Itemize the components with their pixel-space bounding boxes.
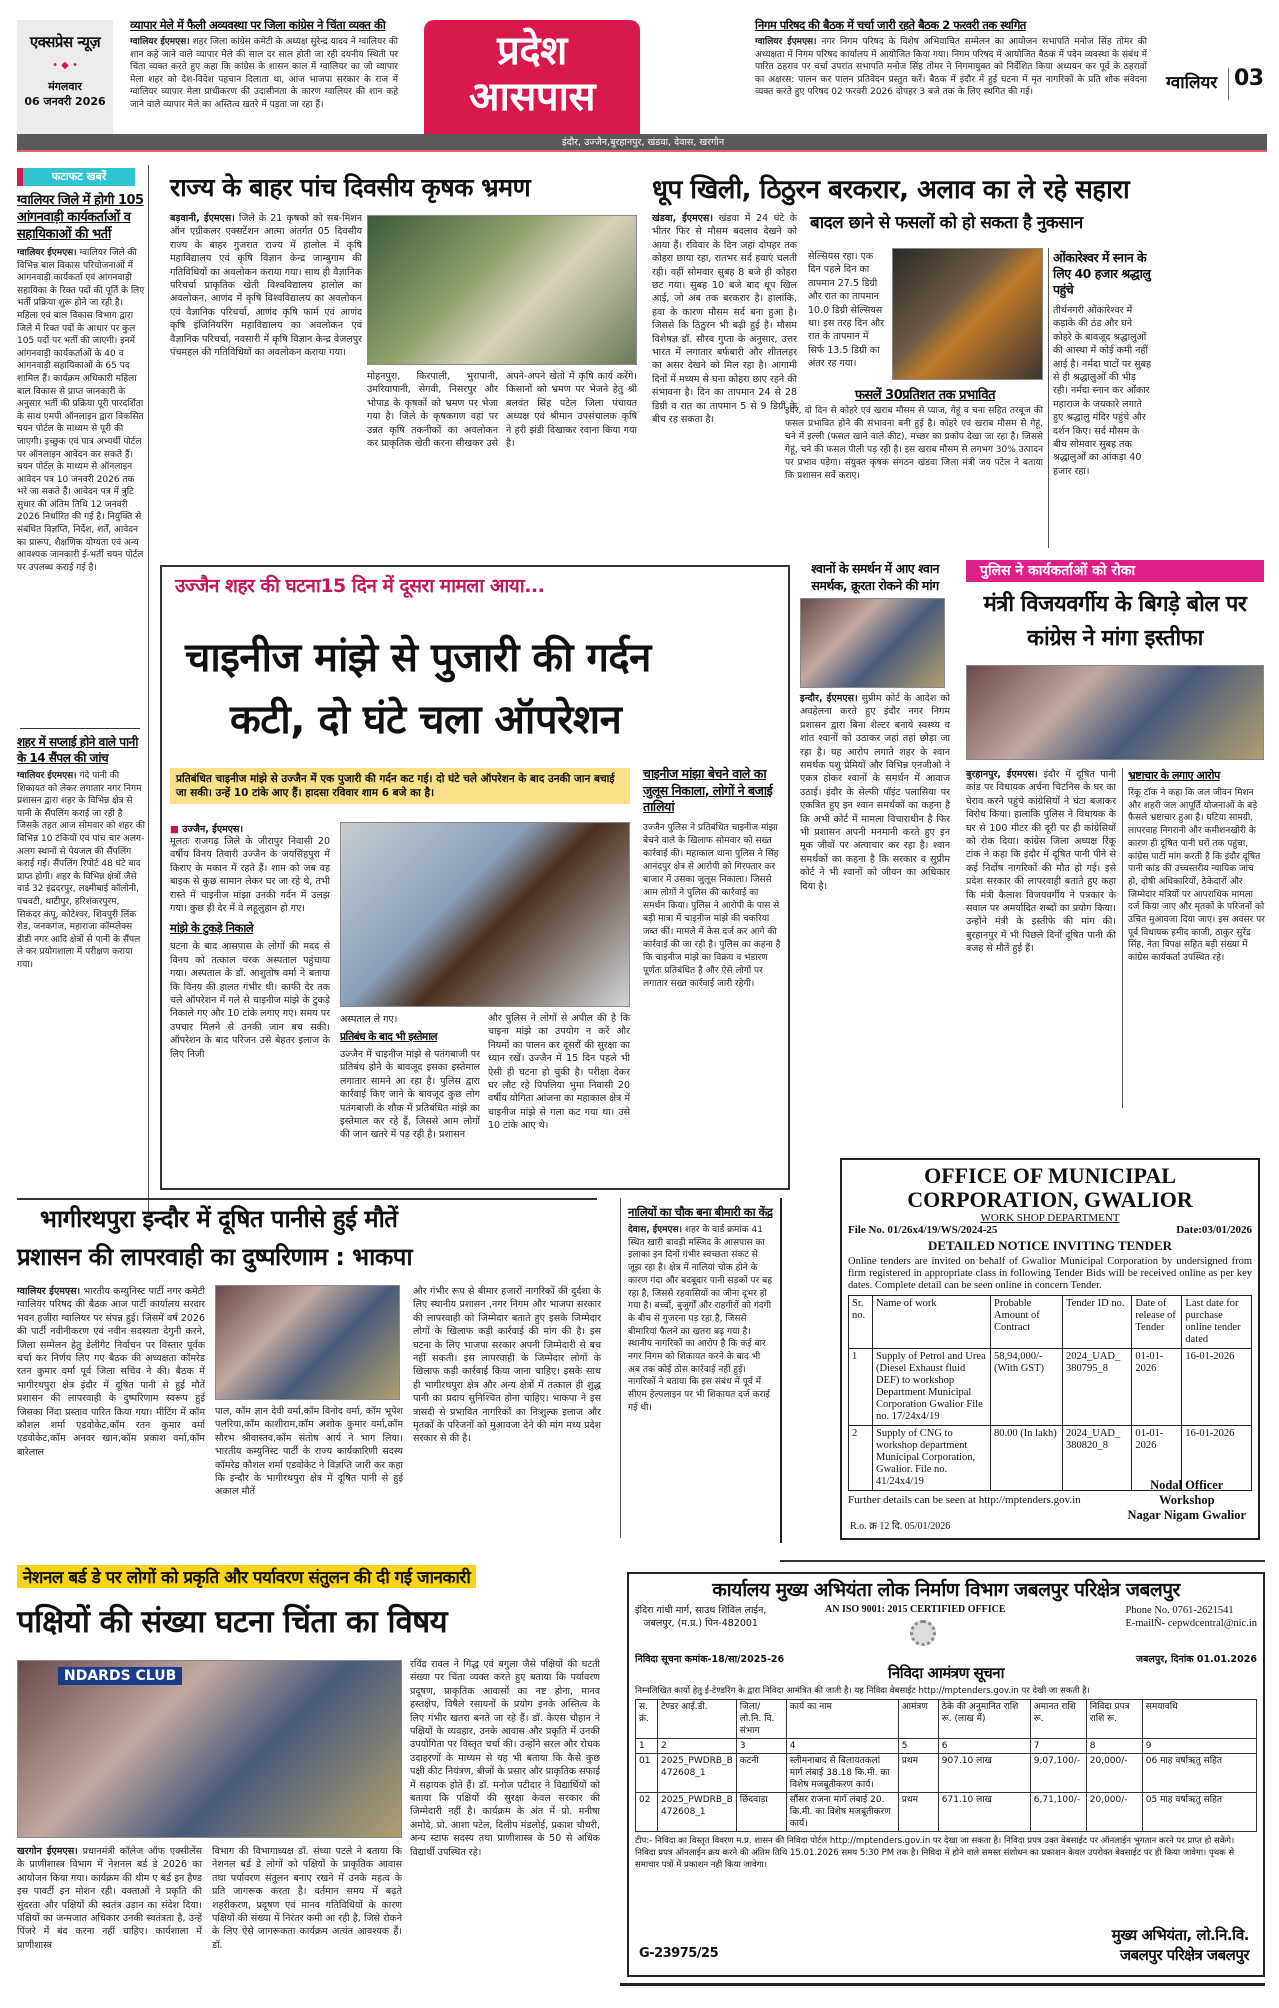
headline: ग्वालियर जिले में होगी 105 आंगनवाड़ी कार्यकर्ताओं व सहायिकाओं की भर्ती bbox=[17, 193, 144, 242]
story-body: गंदे पानी की शिकायत को लेकर लगातार नगर निगम प्रशासन द्वारा शहर के विभिन्न क्षेत्र से पानी के सैंपलिंग कराई जा रही है जिसके तहत आज सोमवार को शहर की विभिन्न 10 टंकियों एवं पांच चार अलग-अलग स्थानों से पेयजल की सैंपलिंग कराई गई। सैंपलिंग रिपोर्ट 48 घंटे बाद प्राप्त होगी। शहर के विभिन्न क्षेत्रों जैसे वार्ड 32 इंद्रदरपुर, लक्ष्मीबाई कॉलोनी, पंचवटी, थाटीपुर, हरिशंकरपुरम, सिकंदर कंपू, कोटेश्वर, शिवपुरी लिंक रोड, जनकगंज, महाराजा कॉम्प्लेक्स डीडी नगर आदि क्षेत्रों से पानी के सैंपल ले कर प्रयोगशाला में परीक्षण कराया गया। bbox=[17, 771, 145, 970]
subheading: मांझे के टुकड़े निकाले bbox=[170, 921, 254, 936]
cell: 2 bbox=[658, 1739, 737, 1754]
email: E-mailÑ- cepwdcentral@nic.in bbox=[1125, 1618, 1257, 1629]
cell: 9,07,100/- bbox=[1030, 1754, 1086, 1793]
story-body: घटना के बाद आसपास के लोगों की मदद से विनय को तत्काल चरक अस्पताल पहुंचाया गया। अस्पताल के डॉ. आशुतोष वर्मा ने बताया कि विनय की हालत गंभीर थी। काफी देर तक चले ऑपरेशन में गले से चाइनीज मांझे के टुकड़े निकाले गए और 10 टांके लगाए गए। समय पर उपचार मिलने से उनकी जान बच सकी। ऑपरेशन के बाद परिजन उसे बेहतर इलाज के लिए निजी bbox=[170, 941, 330, 1060]
column-rule bbox=[148, 165, 149, 1215]
summary-text: प्रतिबंधित चाइनीज मांझे से उज्जैन में एक पुजारी की गर्दन कट गई। दो घंटे चले ऑपरेशन के बाद उनकी जान बचाई जा सकी। उन्हें 10 टांके आए हैं। हादसा रविवार शाम 6 बजे का है। bbox=[176, 773, 615, 799]
tender-title-line2: CORPORATION, GWALIOR bbox=[907, 1187, 1193, 1212]
crop-body: इधर, दो दिन से कोहरे एवं खराब मौसम से प्याज, गेहूं व चना सहित तरबूज की फसल प्रभावित होने की संभावना बनी हुई है। कोहरे एवं खराब मौसम से गेहूं, चने में इल्ली (फसल खाने वाले कीट), मच्छर का प्रकोप देखा जा रहा है। जिससे गेहूं, चने की फसल पीली पड़ रही है। इस खराब मौसम से लगभग 30% उत्पादन पर प्रभाव पड़ेगा। संयुक्त कृषक संगठन खंडवा जिला मंत्री जय पटेल ने बताया कि प्रशासन सर्वे कराए। bbox=[785, 406, 1043, 481]
column-header: समयावधि bbox=[1142, 1700, 1256, 1739]
weather-photo bbox=[892, 248, 1043, 380]
headline: श्वानों के समर्थन में आए श्वान समर्थक, क्रूरता रोकने की मांग bbox=[811, 561, 939, 593]
dateline: ग्वालियर ईएमएस। bbox=[17, 771, 77, 781]
story-body: मूलतः राजगढ़ जिले के जीरापुर निवासी 20 वर्षीय विनय तिवारी उज्जैन के जयसिंहपुरा में किराए के मकान में रहते हैं। शाम को जब वह बाइक से कुछ सामान लेकर घर जा रहे थे, तभी रास्ते में चाइनीज मांझा उनकी गर्दन में उलझ गया। कुछ ही देर में वे लहूलुहान हो गए। bbox=[170, 836, 330, 915]
bhagirath-col2: पाल, कॉम ज्ञान देवी वर्मा,कॉम विनोद वर्मा, कॉम भूपेश पलरिया,कॉम काशीराम,कॉम अशोक कुमार वर्मा,कॉम सौरभ श्रीवास्तव,कॉम संतोष आर्य ने भाग लिया। भारतीय कम्युनिस्ट पार्टी के राज्य कार्यकारिणी सदस्य कॉमरेड कौशल शर्मा एडवोकेट ने विज्ञप्ति जारी कर कहा कि इन्दौर के भागीरथपुरा क्षेत्र में दूषित पानी से हुई अकाल मौतें bbox=[215, 1406, 403, 1498]
birds-photo bbox=[17, 1660, 402, 1838]
subheading: प्रतिबंध के बाद भी इस्तेमाल bbox=[340, 1031, 438, 1043]
dateline: इन्दौर, ईएमएस। bbox=[800, 693, 858, 704]
photo-caption: अस्पताल ले गए। bbox=[340, 1014, 398, 1025]
tender-note: टीप:- निविदा का विस्तृत विवरण म.प्र. शासन की निविदा पोर्टल http://mptenders.gov.in पर देखा जा सकता है। निविदा प्रपत्र उक्त वेबसाईट पर ऑनलाईन भुगतान करने पर प्राप्त हो सकेंगे। निविदा प्रपत्र ऑनलाईन क्रय करने की अंतिम तिथि 15.01.2026 समय 5:30 PM तक है। निविदा में होने वाले समस्त संशोधन का प्रकाशन केवल उपरोक्त बेवसाईट पर ही किया जावेगा। पृथक से समाचार पत्रों में प्रकाशन नही किया जावेगा। bbox=[635, 1836, 1235, 1870]
pwd-title: कार्यालय मुख्य अभियंता लोक निर्माण विभाग जबलपुर परिक्षेत्र जबलपुर bbox=[712, 1579, 1180, 1601]
cell: 907.10 लाख bbox=[938, 1754, 1030, 1793]
sidebar-label-text: फटाफट खबरें bbox=[51, 170, 107, 183]
dateline: खरगोन ईएमएस। bbox=[17, 1846, 78, 1857]
cell: छिंदवाड़ा bbox=[736, 1793, 786, 1832]
page-divider bbox=[1228, 68, 1229, 100]
divider bbox=[20, 728, 140, 729]
signatory: Nagar Nigam Gwalior bbox=[1127, 1508, 1246, 1522]
cell: 2025_PWDRB_B 472608_1 bbox=[658, 1754, 737, 1793]
column-header: Sr. no. bbox=[849, 1296, 873, 1349]
column-header: Probable Amount of Contract bbox=[991, 1296, 1063, 1349]
subheading: भ्रष्टाचार के लगाए आरोप bbox=[1128, 769, 1220, 782]
dateline: खंडवा, ईएमएस। bbox=[652, 213, 713, 224]
tender-footer: Further details can be seen at http://mptenders.gov.in bbox=[848, 1494, 1081, 1506]
cell: 01-01-2026 bbox=[1132, 1426, 1182, 1491]
story-body: खंडवा में 24 घंटे के भीतर फिर से मौसम बदलाव देखने को आया हैं। रविवार के दिन जहां दोपहर तक कोहरा छाया रहा, रातभर सर्द हवाएं चलती रही। वहीं सोमवार सुबह 8 बजे ही कोहरा छट गया। सुबह 10 बजे बाद धूप खिल आई, जो अब तक बरकरार है। हालांकि, हवा के कारण मौसम सर्द बना हुआ है। जिससे कि ठिठुरन भी बढ़ी हुई है। मौसम विशेषज्ञ डॉ. सौरव गुप्ता के अनुसार, उत्तर भारत में लगातार बर्फबारी और शीतलहर का असर देखने को मिल रहा है। आगामी दिनों में मध्यम से घना कोहरा छाए रहने की संभावना है। दिन का तापमान 24 से 28 डिग्री व रात का तापमान 5 से 9 डिग्री के बीच रह सकता है। bbox=[652, 213, 797, 426]
headline: निगम परिषद की बैठक में चर्चा जारी रहते बैठक 2 फरवरी तक स्थगित bbox=[755, 18, 1026, 32]
cell: 2024_UAD_ 380820_8 bbox=[1063, 1426, 1132, 1491]
column-header: Tender ID no. bbox=[1063, 1296, 1132, 1349]
dateline: देवास, ईएमएस। bbox=[628, 1225, 683, 1235]
issue-date: 06 जनवरी 2026 bbox=[24, 95, 106, 108]
cell: प्रथम bbox=[898, 1754, 938, 1793]
cell: 20,000/- bbox=[1086, 1754, 1142, 1793]
dateline: ग्वालियर ईएमएस। bbox=[755, 37, 817, 47]
dateline: बुरहानपुर, ईएमएस। bbox=[966, 769, 1038, 780]
column-header: Name of work bbox=[873, 1296, 991, 1349]
signatory: जबलपुर परिक्षेत्र जबलपुर bbox=[1119, 1946, 1249, 1964]
release-order: R.o. क्र 12 दि. 05/01/2026 bbox=[850, 1521, 951, 1532]
address: जबलपुर, (म.प्र.) पिन-482001 bbox=[643, 1618, 758, 1629]
column-header: टेण्डर आई.डी. bbox=[658, 1700, 737, 1739]
top-left-story bbox=[130, 18, 398, 111]
kicker-text: पुलिस ने कार्यकर्ताओं को रोका bbox=[980, 563, 1136, 579]
section-title-line1: प्रदेश bbox=[497, 28, 567, 74]
table-row bbox=[636, 1793, 1257, 1832]
dateline: उज्जैन, ईएमएस। bbox=[182, 824, 244, 835]
divider bbox=[780, 1560, 1265, 1562]
headline: शहर में सप्लाई होने वाले पानी के 14 सैंपल की जांच bbox=[17, 735, 138, 765]
section-logo bbox=[424, 20, 640, 135]
story-body: इंदौर में दूषित पानी कांड पर विधायक अर्चना चिटनिस के घर का घेराव करने पहुंचे कांग्रेसियों ने घंटा बजाकर विरोध किया। हालांकि पुलिस ने विधायक के घर से 100 मीटर की दूरी पर ही कांग्रेसियों को रोक दिया। कांग्रेस जिला अध्यक्ष रिंकू टांक ने कहा कि इंदौर में दूषित पानी पीने से कई निर्दोष नागरिकों की मौत हो गई। इसे प्रदेश सरकार की लापरवाही बताते हुए कहा कि मंत्री कैलाश विजयवर्गीय ने पत्रकार के सवाल पर अमर्यादित शब्दों का प्रयोग किया। उन्होंने मंत्री के इस्तीफे की मांग की। बुरहानपुर में भी पिछले दिनों दूषित पानी की वजह से मौतें हुई हैं। bbox=[966, 769, 1116, 955]
birds-headline: पक्षियों की संख्या घटना चिंता का विषय bbox=[17, 1604, 448, 1640]
krishak-photo bbox=[367, 215, 637, 365]
notice-title: निविदा आमंत्रण सूचना bbox=[887, 1664, 1005, 1682]
story-body: शहर के वार्ड क्रमांक 41 स्थित खारी बावड़ी मस्जिद के आसपास का इलाका इन दिनों गंभीर स्वच्छता संकट से जूझ रहा है। क्षेत्र में नालियां चोक होने के कारण गंदा और बदबूदार पानी सड़कों पर बह रहा है, जिससे रहवासियों का जीना दूभर हो गया है। बच्चों, बुजुर्गों और राहगीरों को गंदगी के बीच से गुजरना पड़ रहा है, जिससे बीमारियां फैलने का खतरा बढ़ गया है। स्थानीय नागरिकों का आरोप है कि कई बार नगर निगम को शिकायत करने के बाद भी अब तक कोई ठोस कार्रवाई नहीं हुई। नागरिकों ने बताया कि इस संबंध में पूर्व में सीएम हेल्पलाइन पर भी शिकायत दर्ज कराई गई थी। bbox=[628, 1225, 772, 1413]
lead-headline-line2: कटी, दो घंटे चला ऑपरेशन bbox=[230, 697, 622, 743]
story-body: उज्जैन में चाइनीज मांझे से पतंगबाजी पर प्रतिबंध होने के बावजूद इसका इस्तेमाल लगातार सामने आ रहा है। पुलिस द्वारा कार्रवाई किए जाने के बावजूद कुछ लोग पतंगबाजी के शौक में प्रतिबंधित मांझे का इस्तेमाल कर रहे हैं, जिससे आम लोगों की जान खतरे में पड़ रही है। प्रशासन bbox=[340, 1049, 480, 1141]
cell: स्लीमनाबाद से बिलायतकलां मार्ग लंबाई 38.18 कि.मी. का विशेष मजबूतीकरण कार्य। bbox=[786, 1754, 898, 1793]
cell: 2 bbox=[849, 1426, 873, 1491]
phone: Phone No. 0761-2621541 bbox=[1125, 1605, 1234, 1616]
column-header: स. क्रं. bbox=[636, 1700, 658, 1739]
cell: 4 bbox=[786, 1739, 898, 1754]
table-row bbox=[849, 1349, 1252, 1426]
cell: 16-01-2026 bbox=[1182, 1349, 1252, 1426]
headline: व्यापार मेले में फैली अव्यवस्था पर जिला कांग्रेस ने चिंता व्यक्त की bbox=[130, 18, 386, 32]
issue-day: मंगलवार bbox=[48, 80, 82, 93]
cell: 80.00 (In lakh) bbox=[991, 1426, 1063, 1491]
column-header: अमानत राशि रू. bbox=[1030, 1700, 1086, 1739]
column-rule bbox=[780, 1198, 782, 1543]
sidebar-story-1 bbox=[17, 192, 145, 574]
cell: 671.10 लाख bbox=[938, 1793, 1030, 1832]
dateline: बड़वानी, ईएमएस। bbox=[170, 213, 235, 224]
cell: 02 bbox=[636, 1793, 658, 1832]
table-row bbox=[636, 1754, 1257, 1793]
column-header: ठेके की अनुमानित राशि रू. (लाख में) bbox=[938, 1700, 1030, 1739]
story-body: जिले के 21 कृषको को सब-मिशन ऑन एग्रीकलर एक्सटेंशन आत्मा अंतर्गत 05 दिवसीय राज्य के बाहर गुजरात राज्य में हालोल में कृषि महाविद्यालय एवं कृषि विज्ञान केन्द्र जाम्बुगाम की गतिविधियों का अवलोकन कराया गया। साथ ही वैज्ञानिक परिचर्चा प्राकृतिक खेती विश्वविद्यालय हालोल का अवलोकन, आणंद में कृषि विश्वविद्यालय का अवलोकन एवं वैज्ञानिक परिचर्चा, आणंद कृषि फार्म एवं आणंद कृषि इंजिनियरिंग महाविद्यालय का अवलोकन एवं वैज्ञानिक परिचर्चा, नवसारी में कृषि विज्ञान केन्द्र वेजलपुर पंचमहल की गतिविधियों का अवलोकन कराया गया। bbox=[170, 213, 362, 359]
tender-table bbox=[848, 1295, 1252, 1491]
region-strip bbox=[17, 134, 1267, 152]
crop-heading: फसलें 30प्रतिशत तक प्रभावित bbox=[855, 388, 996, 403]
lead-col3: और पुलिस ने लोगों से अपील की है कि चाइना मांझे का उपयोग न करें और नियमों का पालन कर दूसरों की सुरक्षा का ध्यान रखें। उज्जैन में 15 दिन पहले भी ऐसी ही घटना हो चुकी है। परीक्षा देकर घर लौट रहे पिपलिया भुमा निवासी 20 वर्षीय योगिता आंजना का महाकाल क्षेत्र में चाइनीज मांझे से गला कट गया था। उसे 10 टांके आए थे। bbox=[488, 1013, 630, 1132]
cell: 58,94,000/- (With GST) bbox=[991, 1349, 1063, 1426]
story-body: नगर निगम परिषद के विशेष अभियाचित सम्मेलन का आयोजन सभापति मनोज सिंह तोमर की अध्यक्षता में निगम परिषद कार्यालय में आयोजित किया गया। निगम परिषद में आयोजित बैठक में पदेन व्यवस्था के संबंध में पारित ठहराव पर चर्चा उपरांत सभापति मनोज सिंह तोमर ने निगमायुक्त को निर्देशित किया अध्ययन कर पूर्व के ठहरावों का अक्षरस: पालन कर पालन प्रतिवेदन प्रस्तुत करें। बैठक में इंदौर में हुई घटना में मृत नागरिकों के प्रति शोक संवेदना व्यक्त करते हुए परिषद 02 फरवरी 2026 दोपहर 3 बजे तक के लिए स्थगित की गई। bbox=[755, 37, 1147, 97]
column-rule bbox=[620, 1198, 621, 1538]
chinese-manjha-side-story bbox=[643, 766, 783, 991]
cell: प्रथम bbox=[898, 1793, 938, 1832]
cell: 1 bbox=[636, 1739, 658, 1754]
bhagirath-headline-line2: प्रशासन की लापरवाही का दुष्परिणाम : भाकपा bbox=[17, 1243, 413, 1271]
story-body: ग्वालियर जिले की विभिन्न बाल विकास परियोजनाओं में आंगनवाड़ी कार्यकर्ता एवं आंगनवाड़ी सहायिका के रिक्त पदों की पूर्ति के लिए भर्ती प्रक्रिया शुरू होने जा रही है। महिला एवं बाल विकास विभाग द्वारा जिले में रिक्त पदों के आधार पर कुल 105 पदों पर भर्ती की जाएगी। इनमें आंगनवाड़ी कार्यकर्ताओं के 40 व आंगनवाड़ी सहायिकाओं के 65 पद शामिल हैं। कार्यक्रम अधिकारी महिला बाल विकास से प्राप्त जानकारी के अनुसार भर्ती की प्रक्रिया पूरी पारदर्शिता के साथ एमपी ऑनलाइन द्वारा विकसित चयन पोर्टल के माध्यम से पूरी की जाएगी। इच्छुक एवं पात्र अभ्यर्थी पोर्टल पर ऑनलाइन आवेदन कर सकते हैं। चयन पोर्टल के माध्यम से ऑनलाइन आवेदन पत्र 10 जनवरी 2026 तक भरे जा सकते हैं। आवेदन पत्र में त्रुटि सुधार की अंतिम तिथि 12 जनवरी 2026 निर्धारित की गई है। नियुक्ति से संबंधित विज्ञप्ति, निर्देश, शर्तें, आवेदन का प्रारूप, शैक्षणिक योग्यता एवं अन्य आवश्यक जानकारी ई-भर्ती चयन पोर्टल पर उपलब्ध कराई गई है। bbox=[17, 248, 145, 573]
place-date: जबलपुर, दिनांक 01.01.2026 bbox=[1135, 1654, 1257, 1665]
ad-code: G-23975/25 bbox=[639, 1946, 719, 1961]
diamond-ornament-icon: • ◆ • bbox=[52, 60, 78, 71]
cell: 16-01-2026 bbox=[1182, 1426, 1252, 1491]
cell: सौंसर राजना मार्ग लंबाई 20. कि.मी. का विशेष मजबूतीकरण कार्य। bbox=[786, 1793, 898, 1832]
cell: 6,71,100/- bbox=[1030, 1793, 1086, 1832]
dogs-photo bbox=[800, 598, 945, 688]
headline: ओंकारेश्वर में स्नान के लिए 40 हजार श्रद्धालु पहुंचे bbox=[1053, 250, 1151, 297]
bhagirath-headline-line1: भागीरथपुरा इन्दौर में दूषित पानीसे हुई मौतें bbox=[40, 1205, 398, 1233]
page-number: 03 bbox=[1234, 66, 1264, 91]
notice-date: Date:03/01/2026 bbox=[1176, 1224, 1252, 1236]
divider bbox=[17, 1198, 597, 1200]
corruption-side bbox=[1128, 768, 1266, 965]
column-number-row bbox=[636, 1739, 1257, 1754]
signatory: मुख्य अभियंता, लो.नि.वि. bbox=[1111, 1926, 1249, 1944]
column-header: कार्य का नाम bbox=[786, 1700, 898, 1739]
column-rule bbox=[1122, 768, 1123, 1108]
krishak-body bbox=[170, 212, 362, 359]
krishak-body-2 bbox=[367, 370, 637, 450]
cell: 01 bbox=[636, 1754, 658, 1793]
lead-col1 bbox=[170, 822, 330, 1061]
cell: 9 bbox=[1142, 1739, 1256, 1754]
omkareshwar-story bbox=[1053, 250, 1153, 478]
dateline: ग्वालियर ईएमएस। bbox=[130, 37, 190, 47]
address: इंदिरा गांधी मार्ग, साउथ शिविल लाईन, bbox=[635, 1605, 767, 1616]
vijay-headline: मंत्री विजयवर्गीय के बिगड़े बोल पर कांग्रेस ने मांगा इस्तीफा bbox=[983, 592, 1247, 651]
lead-summary bbox=[170, 768, 630, 804]
cell: 2025_PWDRB_B 472608_1 bbox=[658, 1793, 737, 1832]
gwalior-tender-notice bbox=[840, 1158, 1260, 1540]
signatory: Nodal Officer bbox=[1150, 1478, 1224, 1492]
table-header-row bbox=[636, 1700, 1257, 1739]
vijay-body bbox=[966, 768, 1116, 956]
birds-col3: रविंद्र रावल ने गिद्ध एवं बगुला जैसे पक्षियों की घटती संख्या पर चिंता व्यक्त करते हुए बताया कि पर्यावरण प्रदूषण, प्राकृतिक आवासों का नष्ट होना, मानव हस्तक्षेप, विषैले रसायनों के प्रयोग इनके अस्तित्व के लिए गंभीर खतरा बनते जा रहे हैं। डॉ. केएस चौहान ने पक्षियों के व्यवहार, उनके आवास और प्रकृति में उनकी उपयोगिता पर विस्तृत चर्चा की। उन्होंने सरल और रोचक उदाहरणों के माध्यम से यह भी बताया कि कैसे कुछ पक्षी कीट नियंत्रण, बीजों के प्रसार और प्राकृतिक सफाई में सहायक होते हैं। डॉ. मनोज पटीदार ने विद्यार्थियों को बताया कि पक्षियों की सुरक्षा केवल सरकार की जिम्मेदारी नहीं है। कार्यक्रम के अंत में प्रो. मनीषा अमोदे, प्रो. आशा पटेल, दिलीप मंडलोई, प्रकाश चौधरी, अन्य स्टाफ सदस्य तथा प्राणीशास्त्र के 50 से अधिक विद्यार्थी उपस्थित रहे। bbox=[410, 1659, 600, 1858]
cell: 20,000/- bbox=[1086, 1793, 1142, 1832]
lead-headline-line1: चाइनीज मांझे से पुजारी की गर्दन bbox=[185, 635, 651, 681]
column-header: निविदा प्रपत्र राशि रू. bbox=[1086, 1700, 1142, 1739]
kicker-text: नेशनल बर्ड डे पर लोगों को प्रकृति और पर्यावरण संतुलन की दी गई जानकारी bbox=[23, 1568, 471, 1588]
nali-story bbox=[628, 1205, 773, 1415]
dateline: ग्वालियर ईएमएस। bbox=[17, 248, 77, 258]
story-body: प्रधानमंत्री कॉलेज ऑफ एक्सीलेंस के प्राणीशास्त्र विभाग में नेशनल बर्ड डे 2026 का आयोजन किया गया। कार्यक्रम की थीम ए बर्ड इन हैण्ड इस पावर्टी इन मोशन रही। वक्ताओं ने प्रकृति की सुंदरता और पक्षियों की स्वतंत्र उड़ान का संदेश दिया। पक्षियों का जन्मजात अधिकार उनकी स्वतंत्रता है, उन्हें पिंजरे में बंद करना नहीं चाहिए। कार्यशाला में प्राणीशास्त्र bbox=[17, 1846, 202, 1951]
cell: 7 bbox=[1030, 1739, 1086, 1754]
column-header: जिला/ लो.नि. वि. संभाग bbox=[736, 1700, 786, 1739]
table-header-row bbox=[849, 1296, 1252, 1349]
sidebar-label bbox=[17, 168, 135, 186]
cell: Supply of Petrol and Urea (Diesel Exhaust fluid DEF) to workshop Department Municipal Corporation Gwalior File no. 17/24x4/19 bbox=[873, 1349, 991, 1426]
paper-name: एक्सप्रेस न्यूज़ bbox=[29, 33, 101, 51]
bhagirath-col1 bbox=[17, 1285, 205, 1459]
story-body: तीर्थनगरी ओंकारेश्वर में कड़ाके की ठंड और घने कोहरे के बावजूद श्रद्धालुओं की आस्था में कोई कमी नहीं आई है। नर्मदा घाटों पर सुबह से ही श्रद्धालुओं की भीड़ रही। नर्मदा स्नान कर ओंकार महाराज के जयकारे लगाते हुए श्रद्धालु मंदिर पहुंचे और दर्शन किए। सर्द मौसम के बीच सोमवार सुबह तक श्रद्धालुओं का आंकड़ा 40 हजार रहा। bbox=[1053, 305, 1152, 477]
lead-col2 bbox=[340, 1030, 480, 1142]
cell: 06 माह वर्षाऋतु सहित bbox=[1142, 1754, 1256, 1793]
headline: नालियों का चौक बना बीमारी का केंद्र bbox=[628, 1205, 773, 1219]
column-header: Date of release of Tender bbox=[1132, 1296, 1182, 1349]
cell: 5 bbox=[898, 1739, 938, 1754]
cell: 8 bbox=[1086, 1739, 1142, 1754]
file-number: File No. 01/26x4/19/WS/2024-25 bbox=[848, 1224, 998, 1236]
photo-banner: NDARDS CLUB bbox=[58, 1667, 182, 1685]
birds-col2: विभाग की विभागाध्यक्ष डॉ. संध्या पटले ने बताया कि नेशनल बर्ड डे लोगों को पक्षियों के प्राकृतिक आवास तथा पर्यावरण संतुलन बनाए रखने में उनके महत्व के प्रति जागरूक करता है। वर्तमान समय में बढ़ते शहरीकरण, प्रदूषण एवं मानव गतिविधियों के कारण पक्षियों की संख्या में निरंतर कमी आ रही है, जिसे रोकने के लिए ऐसे जागरूकता कार्यक्रम अत्यंत आवश्यक हैं। डॉ. bbox=[212, 1846, 402, 1951]
weather-subheadline: बादल छाने से फसलों को हो सकता है नुकसान bbox=[810, 213, 1083, 233]
cell: Supply of CNG to workshop department Municipal Corporation, Gwalior. File no. 41/24x4/19 bbox=[873, 1426, 991, 1491]
dateline: ग्वालियर ईएमएस। bbox=[17, 1286, 81, 1297]
weather-body bbox=[652, 212, 797, 427]
top-right-story bbox=[755, 18, 1147, 99]
bullet-icon: ■ bbox=[170, 824, 179, 835]
column-header: Last date for purchase online tender dated bbox=[1182, 1296, 1252, 1349]
cell: 2024_UAD_ 380795_8 bbox=[1063, 1349, 1132, 1426]
region-list: इंदौर, उज्जैन,बुरहानपुर, खंडवा, देवास, खरगौन bbox=[562, 137, 725, 148]
story-body: रिंकू टॉक ने कहा कि जल जीवन मिशन और शहरी जल आपूर्ति योजनाओं के बड़े फैसले भ्रष्टाचार हुआ है। घटिया सामग्री, लापरवाह निगरानी और कमीशनखोरी के कारण ही दूषित पानी घरों तक पहुंचा, कांग्रेस पार्टी मांग करती है कि इंदौर दूषित पानी कांड की उच्चस्तरीय न्यायिक जांच हो, दोषी अधिकारियों, ठेकेदारों और जिम्मेदार मंत्रियों पर आपराधिक मामला दर्ज किया जाए और मृतकों के परिजनों को उचित मुआवजा दिया जाए। इस अवसर पर पूर्व विधायक हमीद काजी, ठाकुर सुरेंद्र सिंह, नेता विपक्ष सहित बड़ी संख्या में कांग्रेस कार्यकर्ता उपस्थित रहे। bbox=[1128, 788, 1265, 964]
iso-certification: AN ISO 9001: 2015 CERTIFIED OFFICE bbox=[825, 1604, 1006, 1615]
story-body: सुप्रीम कोर्ट के आदेश को अवहेलना करते हुए इंदौर नगर निगम प्रशासन द्वारा बिना शेल्टर बनाये स्वस्थ्य व शांत श्वानों को उठाकर जहां तहां छोड़ा जा रहा है। यह आरोप लगाते शहर के श्वान समर्थक पशु प्रेमियों और विभिन्न एनजीओ ने एकत्र होकर श्वानों के समर्थन में आवाज उठाई। इंदौर के सेल्फी पॉइंट पलासिया पर एकत्रित हुए इन श्वान समर्थकों का कहना है कि अभी कोर्ट में मामला विचाराधीन है फिर भी प्रशासन अपनी मनमानी करते हुए इन मूक जीवों पर अत्याचार कर रहा है। श्वान समर्थकों का कहना है कि सरकार व सुप्रीम कोर्ट ने भी श्वानों को जीवन का अधिकार दिया है। bbox=[800, 693, 950, 892]
birds-kicker bbox=[17, 1565, 476, 1588]
page-city: ग्वालियर bbox=[1166, 73, 1218, 93]
notice-intro: निम्नलिखित कार्यो हेतु ई-टेण्डरिंग के द्वारा निविदा आमंत्रित की जाती है। यह निविदा वेबसाईट http://mptenders.gov.in पर देखी जा सकती है। bbox=[635, 1686, 1090, 1696]
signatory: Workshop bbox=[1158, 1493, 1215, 1507]
cell: 05 माह वर्षाऋतु सहित bbox=[1142, 1793, 1256, 1832]
krishak-headline: राज्य के बाहर पांच दिवसीय कृषक भ्रमण bbox=[170, 173, 531, 202]
notice-intro: Online tenders are invited on behalf of Gwalior Municipal Corporation by undersigned from firm registered in appropriate class in following Tender Bids will be received online as per key dates. Complete detail can be seen online in concern Tender. bbox=[848, 1256, 1252, 1291]
birds-col1 bbox=[17, 1845, 202, 1952]
story-body: शहर जिला कांग्रेस कमेटी के अध्यक्ष सुरेन्द्र यादव ने ग्वालियर की शान कहे जाने वाले व्यापार मेले की साल दर साल होती जा रही दयनीय स्थिती पर चिंता व्यक्त करते हुए कहा कि कांग्रेस के शासन काल में ग्वालियर का जो व्यापार मेला शहर को देश-विदेश पहचान दिलाता था, आज भाजपा सरकार के राज में ग्वालियर व्यापार मेला प्राधीकरण की उदासीनता के कारण ग्वालियर की शान कहे जाने वाले व्यापार मेले का अस्तित्व खतरे में पड़ता जा रहा हैं। bbox=[130, 37, 398, 110]
masthead-date-box bbox=[17, 20, 113, 135]
notice-number: निविदा सूचना कमांक-18/सा/2025-26 bbox=[635, 1654, 785, 1665]
cell: 1 bbox=[849, 1349, 873, 1426]
pwd-tender-notice bbox=[627, 1572, 1265, 1977]
story-body: उज्जैन पुलिस ने प्रतिबंधित चाइनीज मांझा बेचने वाले के खिलाफ सोमवार को सख्त कार्रवाई की। महाकाल थाना पुलिस ने सिंह आनंदपुर क्षेत्र से आरोपी को गिरफ्तार कर बाजार में उसका जुलूस निकाला। जिससे आम लोगों ने पुलिस की कार्रवाई का समर्थन किया। पुलिस ने आरोपी के पास से बड़ी मात्रा में चाइनीज मांझे की चकरियां जब्त कीं। मामले में केस दर्ज कर आगे की कार्रवाई की जा रही है। पुलिस का कहना है कि चाइनीज मांझे का विक्रय व भंडारण पूर्णतः प्रतिबंधित है और ऐसे लोगों पर लगातार सख्त कार्रवाई जारी रहेगी। bbox=[643, 822, 781, 989]
lead-photo bbox=[340, 822, 630, 1007]
story-body: भारतीय कम्युनिस्ट पार्टी नगर कमेटी ग्वालियर परिषद की बैठक आज पार्टी कार्यालय सरदार भवन हजीरा ग्वालियर पर संपन्न हुई। जिसमें वर्ष 2026 की पार्टी नवीनीकरण एवं नवीन सदस्यता देगुनी करने, जिला सम्मेलन हेतु डेलीगेट निर्वाचन पर विस्तार पूर्वक चर्चा कर निर्णय लिए गए बैठक की अध्यक्षता कॉमरेड रतन कुमार वर्मा पूर्व जिला सचिव ने की। बैठक में भागीरथपुरा क्षेत्र इंदौर में दूषित पानी से हुई मौतें प्रशासन की लापरवाही के दुष्परिणाम स्वरूप हुई जिसका निंदा प्रस्ताव पारित किया गया। मीटिंग में कॉम कौशल शर्मा एडवोकेट,कॉम रतन कुमार वर्मा एडवोकेट,कॉम अनवर खान,कॉम प्रकाश वर्मा,कॉम बारेलाल bbox=[17, 1286, 205, 1458]
bhagirath-photo bbox=[215, 1285, 400, 1400]
cell: 01-01-2026 bbox=[1132, 1349, 1182, 1426]
emblem-icon bbox=[910, 1620, 936, 1646]
vijay-photo bbox=[966, 665, 1264, 760]
headline: चाइनीज मांझा बेचने वाले का जुलूस निकाला, लोगों ने बजाई तालियां bbox=[643, 766, 773, 814]
department: WORK SHOP DEPARTMENT bbox=[980, 1212, 1120, 1224]
cell: 3 bbox=[736, 1739, 786, 1754]
weather-headline: धूप खिली, ठिठुरन बरकरार, अलाव का ले रहे सहारा bbox=[652, 175, 1130, 205]
dogs-story bbox=[800, 560, 950, 893]
column-header: आमंत्रण bbox=[898, 1700, 938, 1739]
weather-body-col2: सेल्सियस रहा। एक दिन पहले दिन का तापमान 27.5 डिग्री और रात का तापमान 10.0 डिग्री सेल्सियस था। इस तरह दिन और रात के तापमान में सिर्फ 13.5 डिग्री का अंतर रह गया। bbox=[808, 251, 885, 370]
sidebar-story-2 bbox=[17, 734, 145, 972]
bhagirath-col3: और गंभीर रूप से बीमार हजारों नागरिकों की दुर्दशा के लिए स्थानीय प्रशासन ,नगर निगम और भाजपा सरकार की लापरवाही को जिम्मेदार बताते हुए इसके जिम्मेदार लोगों के खिलाफ कड़ी कार्रवाई की मांग की है। इस घटना के लिए भाजपा सरकार अपनी जिम्मेदारी से बच नहीं सकती। इस लापरवाही के जिम्मेदार लोगों के खिलाफ कड़ी कार्रवाई किया जाना चाहिए। इसके साथ ही भागीरथपुरा क्षेत्र और अन्य क्षेत्रों में तत्काल ही शुद्ध पानी का प्रदाय सुनिश्चित होना चाहिए। भाकपा ने इस त्रासदी से प्रभावित नागरिकों का निःशुल्क इलाज और मृतकों के परिजनों को मुआवजा देने की मांग मध्य प्रदेश सरकार से की है। bbox=[413, 1286, 601, 1445]
notice-title: DETAILED NOTICE INVITING TENDER bbox=[927, 1238, 1173, 1253]
police-kicker bbox=[966, 560, 1264, 582]
lead-kicker: उज्जैन शहर की घटना15 दिन में दूसरा मामला आया... bbox=[175, 575, 545, 597]
story-body: मोहनपुरा, किरपाली, भुरापानी, उमरियापानी, सेगवी, निसरपुर और भोपाड के कृषकों को भ्रमण पर भेजा गया है। जिले के कृषकगण वहां पर उन्नत कृषि तकनीकों का अवलोकन कर प्राकृतिक खेती करना सीखकर उसे अपने-अपने खेतो में कृषि कार्य करेंगे। किसानों को भ्रमण पर भेजने हेतु श्री बलवंत सिंह पटेल जिला पंचायत अध्यक्ष एवं श्रीमान उपसंचालक कृषि ने हरी झंडी दिखाकर रवाना किया गया है। bbox=[367, 371, 637, 450]
cell: 6 bbox=[938, 1739, 1030, 1754]
section-title-line2: आसपास bbox=[468, 74, 596, 120]
bottom-rule bbox=[620, 1983, 1265, 1986]
pwd-tender-table bbox=[635, 1699, 1257, 1832]
cell: कटनी bbox=[736, 1754, 786, 1793]
column-rule bbox=[1048, 248, 1049, 548]
tender-title-line1: OFFICE OF MUNICIPAL bbox=[924, 1163, 1176, 1188]
